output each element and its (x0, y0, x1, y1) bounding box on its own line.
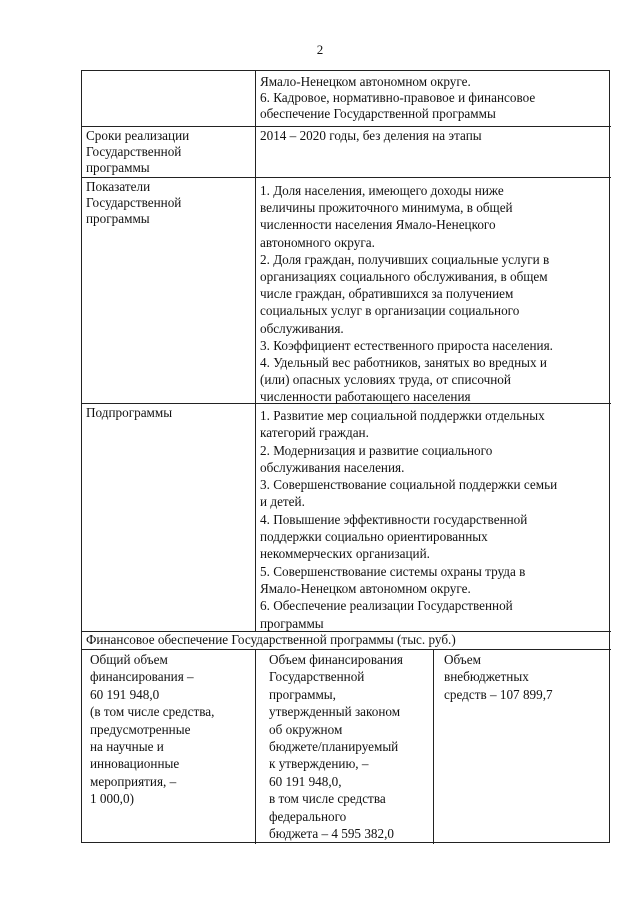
indicator-line: социальных услуг в организации социального (260, 303, 520, 319)
financing-total-line: инновационные (90, 756, 180, 772)
indicator-line: (или) опасных условиях труда, от списочной (260, 372, 511, 388)
financing-budget-line: Объем финансирования (269, 652, 403, 667)
row-divider (82, 649, 611, 650)
indicator-line: обслуживания. (260, 320, 344, 336)
continuation-cell (260, 74, 607, 123)
subprogram-line: 6. Обеспечение реализации Государственной (260, 598, 513, 614)
financing-extrabudgetary (444, 651, 608, 703)
financing-extrabudgetary-line: Объем (444, 652, 481, 667)
indicators-value (260, 182, 607, 406)
subprogram-line: обслуживания населения. (260, 459, 405, 475)
subprogram-line: 3. Совершенствование социальной поддержки семьи (260, 477, 558, 493)
subprogram-line: Ямало-Ненецком автономном округе. (260, 580, 471, 596)
financing-header (86, 632, 606, 648)
financing-header-text: Финансовое обеспечение Государственной программы (тыс. руб.) (86, 632, 456, 647)
continuation-line: Ямало-Ненецком автономном округе. (260, 74, 471, 89)
indicator-line: 2. Доля граждан, получивших социальные услуги в (260, 251, 550, 267)
subprograms-label-line: Подпрограммы (86, 405, 173, 420)
financing-budget-line: утвержденный законом (269, 704, 401, 720)
financing-total-line: 60 191 948,0 (90, 686, 160, 702)
indicator-line: 4. Удельный вес работников, занятых во вредных и (260, 355, 547, 371)
indicator-line: организациях социального обслуживания, в общем (260, 269, 548, 285)
financing-extrabudgetary-line: средств – 107 899,7 (444, 686, 553, 702)
financing-budget-line: бюджета – 4 595 382,0 (269, 826, 394, 842)
column-divider (433, 649, 434, 844)
column-divider (255, 649, 256, 844)
row-divider (82, 177, 611, 178)
indicator-line: числе граждан, обратившихся за получением (260, 286, 514, 302)
row-divider (82, 126, 611, 127)
financing-budget-line: бюджете/планируемый (269, 739, 399, 755)
subprogram-line: некоммерческих организаций. (260, 546, 430, 562)
column-divider (255, 71, 256, 631)
subprograms-label (86, 405, 254, 421)
subprogram-line: 5. Совершенствование системы охраны труда в (260, 563, 526, 579)
terms-value (260, 128, 607, 144)
terms-value-line: 2014 – 2020 годы, без деления на этапы (260, 128, 482, 143)
indicator-line: численности работающего населения (260, 389, 471, 405)
terms-label-line: Сроки реализации (86, 128, 190, 143)
financing-budget (269, 651, 431, 842)
financing-total-line: 1 000,0) (90, 791, 134, 807)
financing-budget-line: Государственной (269, 669, 365, 685)
indicator-line: численности населения Ямало-Ненецкого (260, 217, 496, 233)
indicator-line: автономного округа. (260, 234, 375, 250)
financing-total-line: на научные и (90, 739, 164, 755)
financing-total (90, 651, 252, 808)
indicators-label-line: Государственной (86, 195, 182, 211)
terms-label-line: Государственной (86, 144, 182, 160)
indicators-label-line: Показатели (86, 179, 151, 194)
indicator-line: 1. Доля населения, имеющего доходы ниже (260, 183, 504, 198)
subprogram-line: 4. Повышение эффективности государственной (260, 511, 528, 527)
continuation-line: 6. Кадровое, нормативно-правовое и финансовое (260, 90, 536, 106)
subprogram-line: поддержки социально ориентированных (260, 529, 488, 545)
financing-total-line: финансирования – (90, 669, 194, 685)
financing-total-line: Общий объем (90, 652, 168, 667)
subprogram-line: категорий граждан. (260, 425, 369, 441)
subprogram-line: программы (260, 615, 324, 631)
passport-table (81, 70, 610, 843)
financing-total-line: (в том числе средства, (90, 704, 215, 720)
financing-total-line: мероприятия, – (90, 773, 177, 789)
indicators-label-line: программы (86, 211, 150, 227)
financing-budget-line: федерального (269, 808, 347, 824)
indicator-line: 3. Коэффициент естественного прироста населения. (260, 337, 553, 353)
subprograms-value (260, 407, 607, 632)
financing-total-line: предусмотренные (90, 721, 191, 737)
financing-budget-line: 60 191 948,0, (269, 773, 342, 789)
financing-budget-line: программы, (269, 686, 336, 702)
subprogram-line: 2. Модернизация и развитие социального (260, 442, 493, 458)
indicators-label (86, 179, 254, 228)
page-number: 2 (316, 42, 324, 57)
terms-label-line: программы (86, 160, 150, 176)
financing-budget-line: об окружном (269, 721, 343, 737)
indicator-line: величины прожиточного минимума, в общей (260, 200, 513, 216)
continuation-line: обеспечение Государственной программы (260, 106, 496, 122)
financing-extrabudgetary-line: внебюджетных (444, 669, 529, 685)
subprogram-line: 1. Развитие мер социальной поддержки отдельных (260, 408, 545, 423)
financing-budget-line: в том числе средства (269, 791, 386, 807)
financing-budget-line: к утверждению, – (269, 756, 369, 772)
subprogram-line: и детей. (260, 494, 305, 510)
terms-label (86, 128, 254, 177)
